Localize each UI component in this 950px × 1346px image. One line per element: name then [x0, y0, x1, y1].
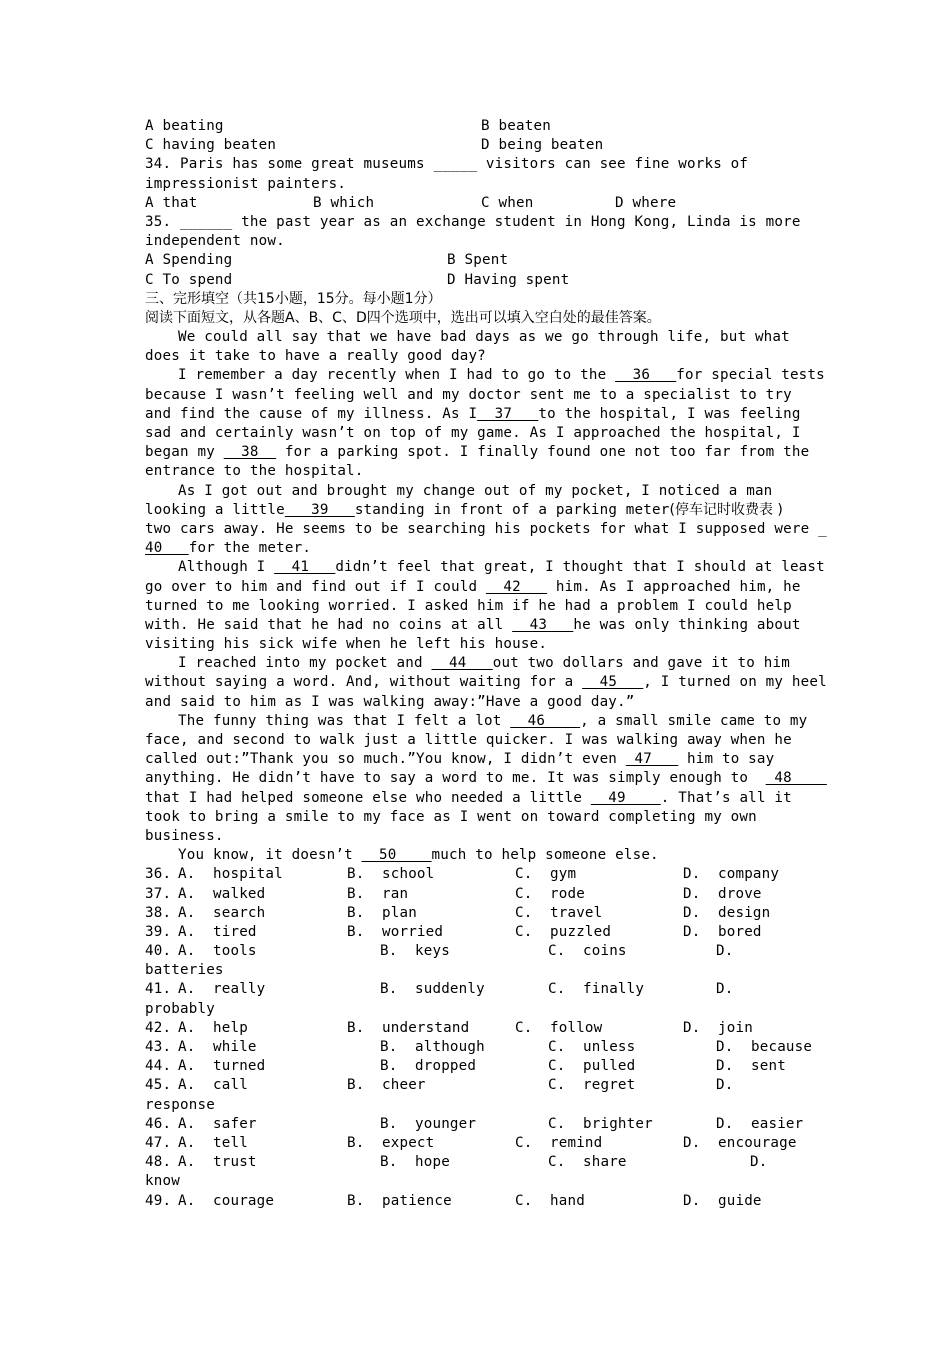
- choice-option-d[interactable]: D. sent: [716, 1058, 786, 1075]
- question-number: 37.: [145, 885, 172, 902]
- q35-option-a[interactable]: A Spending: [145, 252, 233, 269]
- choice-option-d[interactable]: D. bored: [683, 923, 762, 940]
- passage-p2-line1: I remember a day recently when I had to go to the 36 for special tests: [178, 367, 825, 384]
- choice-option-c[interactable]: C. finally: [548, 981, 645, 998]
- choice-option-c[interactable]: C. coins: [548, 943, 627, 960]
- passage-p5-line1: I reached into my pocket and 44 out two dollars and gave it to him: [178, 655, 790, 672]
- blank-41[interactable]: 41: [274, 559, 336, 576]
- q33-option-b[interactable]: B beaten: [481, 118, 551, 134]
- choice-option-b[interactable]: B. suddenly: [380, 981, 485, 998]
- blank-38[interactable]: 38: [223, 444, 277, 461]
- question-number: 36.: [145, 866, 172, 883]
- q34-option-d[interactable]: D where: [615, 194, 677, 211]
- q33-options-row-2: [145, 136, 805, 155]
- exam-page: [145, 117, 827, 1211]
- choice-option-c[interactable]: C. brighter: [548, 1115, 653, 1132]
- choice-option-d[interactable]: D. encourage: [683, 1134, 797, 1151]
- blank-47[interactable]: 47: [625, 751, 679, 768]
- choice-option-d[interactable]: D.: [750, 1154, 768, 1171]
- passage-p2-line6: entrance to the hospital.: [145, 463, 364, 480]
- choice-option-a[interactable]: A. walked: [178, 885, 266, 902]
- choice-option-d[interactable]: D. easier: [716, 1115, 804, 1132]
- passage-p4-line5: visiting his sick wife when he left his house.: [145, 636, 548, 653]
- section-instruction: 阅读下面短文，从各题A、B、C、D四个选项中，选出可以填入空白处的最佳答案。: [145, 309, 661, 326]
- passage-p6-line6: took to bring a smile to my face as I went on toward completing my own: [145, 808, 757, 825]
- passage-p3-line4: 40 for the meter.: [145, 540, 312, 557]
- passage-p4-line3: turned to me looking worried. I asked him if he had a problem I could help: [145, 597, 792, 614]
- choice-option-d-wrapped[interactable]: response: [145, 1096, 215, 1113]
- choice-row: [145, 923, 805, 942]
- blank-43[interactable]: 43: [512, 616, 574, 633]
- passage-p6-line2: face, and second to walk just a little quicker. I was walking away when he: [145, 732, 792, 748]
- passage-p5-line3: and said to him as I was walking away:”Have a good day.”: [145, 693, 635, 710]
- choice-option-a[interactable]: A. tell: [178, 1134, 248, 1151]
- q35-stem-2: independent now.: [145, 233, 285, 250]
- q34-option-a[interactable]: A that: [145, 194, 198, 211]
- blank-39[interactable]: 39: [284, 501, 355, 518]
- blank-48[interactable]: 48: [765, 770, 827, 787]
- choice-option-d[interactable]: D.: [716, 1077, 734, 1094]
- q34-options-row: [145, 194, 805, 213]
- q34-stem-1: 34. Paris has some great museums _____ visitors can see fine works of: [145, 156, 749, 173]
- question-number: 49.: [145, 1192, 172, 1209]
- choice-option-a[interactable]: A. help: [178, 1019, 248, 1036]
- choice-option-b[interactable]: B. expect: [347, 1134, 435, 1151]
- blank-49[interactable]: 49: [590, 789, 661, 806]
- q35-option-b[interactable]: B Spent: [447, 252, 509, 269]
- passage-p1-line1: We could all say that we have bad days as we go through life, but what: [178, 329, 790, 346]
- passage-p6-line5: that I had helped someone else who needed a little 49 . That’s all it: [145, 789, 792, 806]
- choice-option-c[interactable]: C. regret: [548, 1077, 636, 1094]
- choice-option-a[interactable]: A. call: [178, 1077, 248, 1094]
- question-number: 38.: [145, 904, 172, 921]
- q35-option-c[interactable]: C To spend: [145, 271, 233, 288]
- question-number: 39.: [145, 923, 172, 940]
- blank-44[interactable]: 44: [431, 655, 493, 672]
- choice-option-b[interactable]: B. cheer: [347, 1077, 426, 1094]
- choice-option-b[interactable]: B. patience: [347, 1192, 452, 1209]
- choice-option-c[interactable]: C. remind: [515, 1134, 603, 1151]
- passage-p6-line4: anything. He didn’t have to say a word to me. It was simply enough to 48: [145, 770, 827, 787]
- question-number: 43.: [145, 1039, 172, 1055]
- choice-row: [145, 1019, 805, 1038]
- passage-p1-line2: does it take to have a really good day?: [145, 348, 486, 365]
- choice-option-b[interactable]: B. worried: [347, 923, 444, 940]
- passage-p6-line3: called out:”Thank you so much.”You know, I didn’t even 47 him to say: [145, 751, 775, 768]
- choice-option-a[interactable]: A. while: [178, 1039, 257, 1055]
- blank-36[interactable]: 36: [615, 367, 677, 384]
- choice-option-d[interactable]: D. join: [683, 1019, 753, 1036]
- blank-40[interactable]: 40: [145, 540, 189, 557]
- passage-p4-line1: Although I 41 didn’t feel that great, I thought that I should at least: [178, 559, 825, 576]
- choice-option-d[interactable]: D.: [716, 943, 734, 960]
- choice-option-c[interactable]: C. pulled: [548, 1058, 636, 1075]
- choice-option-a[interactable]: A. courage: [178, 1192, 275, 1209]
- choice-option-c[interactable]: C. hand: [515, 1192, 585, 1209]
- q33-option-d[interactable]: D being beaten: [481, 137, 604, 154]
- q33-option-c[interactable]: C having beaten: [145, 137, 277, 154]
- choice-option-a[interactable]: A. trust: [178, 1154, 257, 1171]
- choice-option-d-wrapped[interactable]: know: [145, 1173, 180, 1190]
- choice-row: [145, 1192, 805, 1211]
- blank-42[interactable]: 42: [485, 578, 548, 595]
- choice-option-d[interactable]: D. design: [683, 904, 771, 921]
- choice-option-a[interactable]: A. turned: [178, 1058, 266, 1075]
- choice-option-c[interactable]: C. follow: [515, 1019, 603, 1036]
- choice-option-d[interactable]: D. company: [683, 866, 780, 883]
- passage-p5-line2: without saying a word. And, without waiting for a 45 , I turned on my heel: [145, 674, 827, 691]
- cjk-annotation: (停车记时收费表 ): [669, 501, 783, 518]
- question-number: 40.: [145, 943, 172, 960]
- choice-option-c[interactable]: C. gym: [515, 866, 577, 883]
- choice-option-b[interactable]: B. ran: [347, 885, 409, 902]
- question-number: 44.: [145, 1058, 172, 1075]
- choice-row: [145, 1038, 813, 1057]
- choice-option-b[interactable]: B. although: [380, 1039, 485, 1055]
- choice-option-b[interactable]: B. keys: [380, 943, 450, 960]
- choice-option-c[interactable]: C. puzzled: [515, 923, 612, 940]
- passage-p6-line1: The funny thing was that I felt a lot 46 , a small smile came to my: [178, 712, 808, 729]
- choice-option-d[interactable]: D. guide: [683, 1192, 762, 1209]
- passage-p4-line4: with. He said that he had no coins at all 43 he was only thinking about: [145, 616, 801, 633]
- q35-options-row-1: [145, 251, 805, 270]
- choice-option-a[interactable]: A. safer: [178, 1115, 257, 1132]
- choice-option-b[interactable]: B. understand: [347, 1019, 470, 1036]
- q34-option-c[interactable]: C when: [481, 194, 534, 211]
- choice-option-c[interactable]: C. rode: [515, 885, 585, 902]
- question-number: 45.: [145, 1077, 172, 1094]
- q35-options-row-2: [145, 271, 805, 290]
- choice-option-b[interactable]: B. dropped: [380, 1058, 477, 1075]
- choice-row: [145, 865, 805, 884]
- choice-option-a[interactable]: A. tools: [178, 943, 257, 960]
- q35-option-d[interactable]: D Having spent: [447, 271, 570, 288]
- choice-row: [145, 1076, 805, 1095]
- choice-option-b[interactable]: B. school: [347, 866, 435, 883]
- choice-row: [145, 1134, 805, 1153]
- choice-option-a[interactable]: A. hospital: [178, 866, 283, 883]
- passage-p2-line4: sad and certainly wasn’t on top of my game. As I approached the hospital, I: [145, 425, 801, 441]
- choice-row: [145, 1153, 805, 1172]
- choice-option-b[interactable]: B. hope: [380, 1154, 450, 1171]
- passage-p2-line2: because I wasn’t feeling well and my doctor sent me to a specialist to try: [145, 386, 792, 403]
- q35-stem-1: 35. ______ the past year as an exchange student in Hong Kong, Linda is more: [145, 213, 801, 230]
- q34-option-b[interactable]: B which: [313, 194, 375, 211]
- passage-p2-line3: and find the cause of my illness. As I 37 to the hospital, I was feeling: [145, 405, 801, 422]
- choice-option-a[interactable]: A. search: [178, 904, 266, 921]
- choice-option-d[interactable]: D. because: [716, 1039, 813, 1055]
- choice-option-b[interactable]: B. plan: [347, 904, 417, 921]
- blank-46[interactable]: 46: [510, 712, 581, 729]
- blank-37[interactable]: 37: [477, 405, 539, 422]
- blank-50[interactable]: 50: [361, 847, 432, 864]
- choice-row: [145, 904, 805, 923]
- section-heading: 三、完形填空（共15小题，15分。每小题1分）: [145, 290, 442, 307]
- q33-options-row-1: [145, 117, 805, 136]
- choice-option-d-wrapped[interactable]: batteries: [145, 962, 224, 979]
- passage-p6-line7: business.: [145, 827, 224, 844]
- choices-list: [145, 865, 813, 1210]
- choice-row: [145, 1115, 805, 1134]
- choice-option-c[interactable]: C. travel: [515, 904, 603, 921]
- blank-45[interactable]: 45: [582, 674, 644, 691]
- choice-option-d[interactable]: D.: [716, 981, 734, 998]
- question-number: 42.: [145, 1019, 172, 1036]
- choice-option-b[interactable]: B. younger: [380, 1115, 477, 1132]
- choice-option-c[interactable]: C. unless: [548, 1039, 636, 1055]
- choice-option-c[interactable]: C. share: [548, 1154, 627, 1171]
- choice-option-d-wrapped[interactable]: probably: [145, 1000, 215, 1017]
- choice-row: [145, 885, 805, 904]
- q34-stem-2: impressionist painters.: [145, 175, 347, 192]
- choice-row: [145, 1057, 805, 1076]
- passage-p3-line1: As I got out and brought my change out of my pocket, I noticed a man: [178, 482, 773, 499]
- passage-p3-line3: two cars away. He seems to be searching his pockets for what I supposed were _: [145, 520, 827, 537]
- question-number: 41.: [145, 981, 172, 998]
- q33-option-a[interactable]: A beating: [145, 118, 224, 134]
- choice-row: [145, 942, 805, 961]
- choice-option-a[interactable]: A. really: [178, 981, 266, 998]
- question-number: 48.: [145, 1154, 172, 1171]
- question-number: 46.: [145, 1115, 172, 1132]
- passage-p4-line2: go over to him and find out if I could 42 him. As I approached him, he: [145, 578, 801, 595]
- choice-option-d[interactable]: D. drove: [683, 885, 762, 902]
- passage-p7-line1: You know, it doesn’t 50 much to help someone else.: [178, 847, 659, 864]
- question-number: 47.: [145, 1134, 172, 1151]
- passage-p2-line5: began my 38 for a parking spot. I finally found one not too far from the: [145, 444, 810, 461]
- passage-p3-line2: looking a little 39 standing in front of a parking meter(停车记时收费表 ): [145, 501, 783, 518]
- choice-option-a[interactable]: A. tired: [178, 923, 257, 940]
- choice-row: [145, 980, 805, 999]
